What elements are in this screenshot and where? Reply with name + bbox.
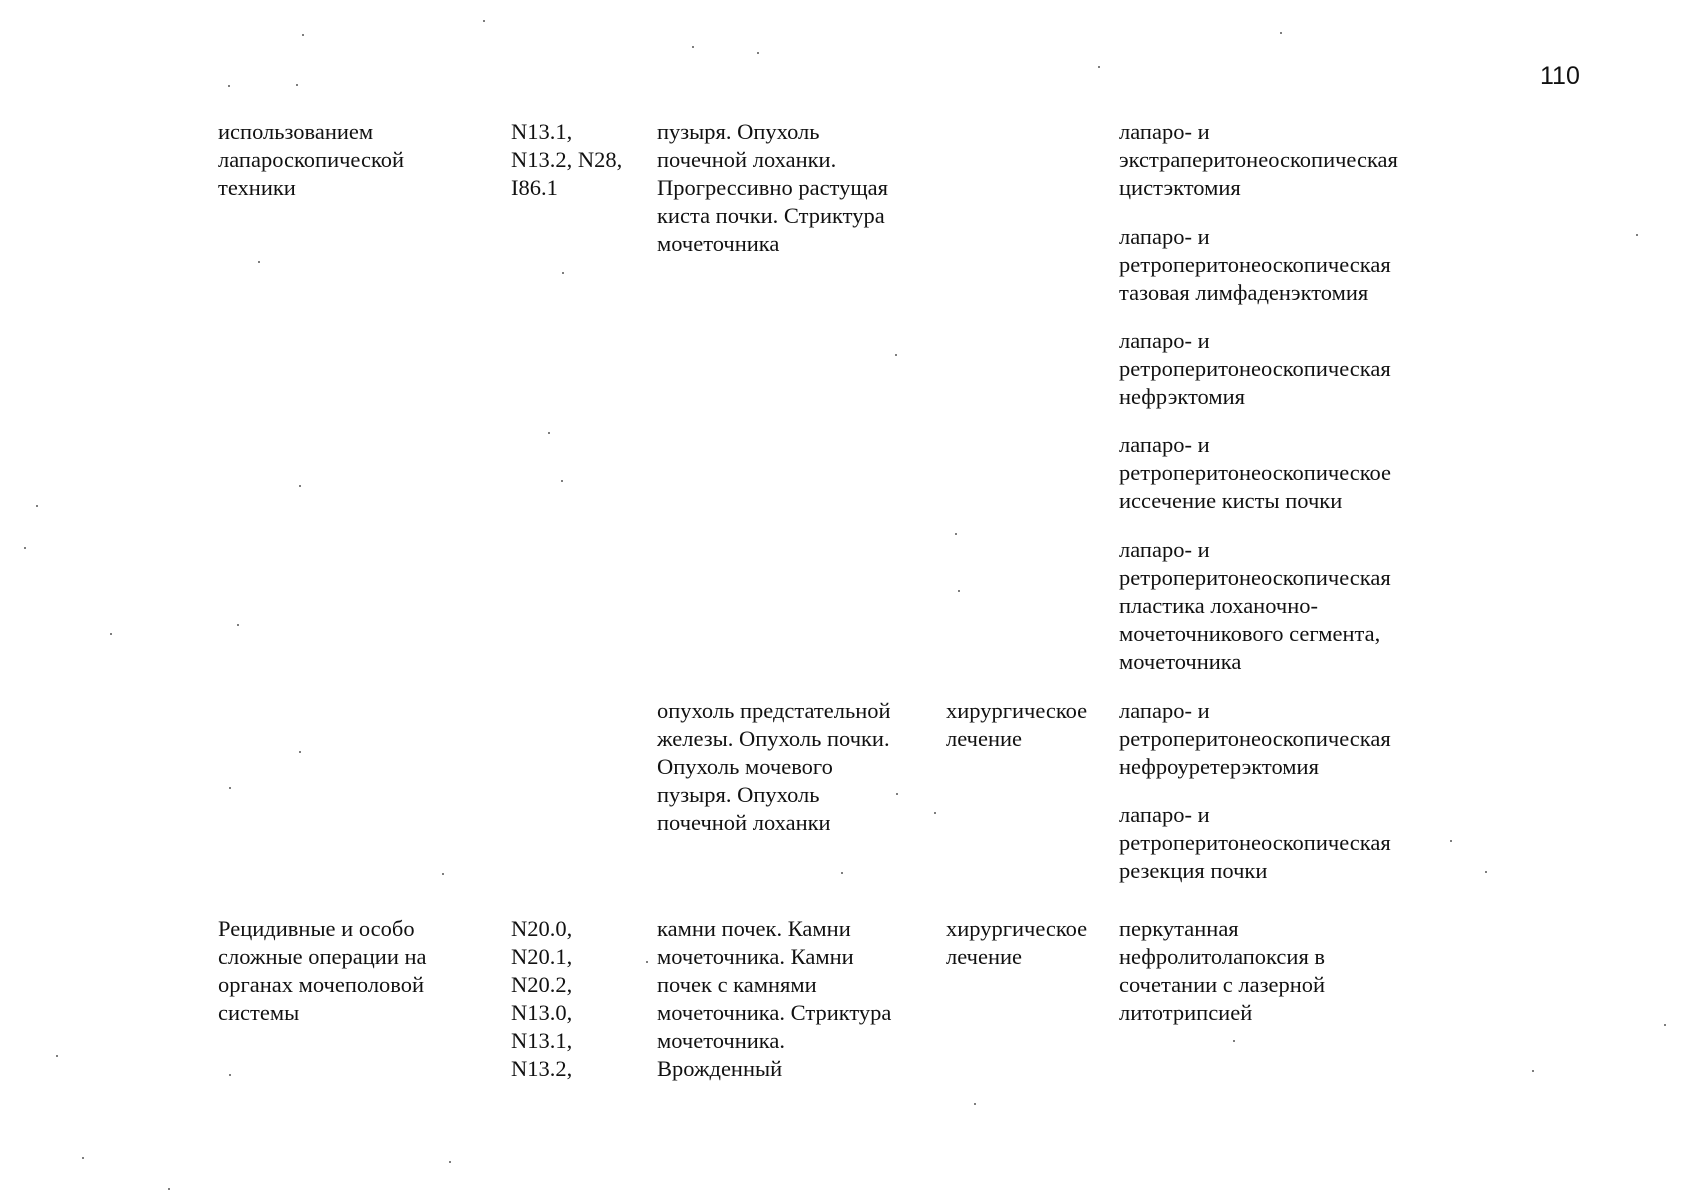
method-cell: лапаро- и ретроперитонеоскопическая пластика лоханочно- мочеточникового сегмента, мочеточника bbox=[1119, 537, 1391, 674]
scan-speck bbox=[841, 872, 843, 874]
scan-speck bbox=[692, 46, 694, 48]
scan-speck bbox=[24, 547, 26, 549]
scan-speck bbox=[110, 633, 112, 635]
scan-speck bbox=[934, 812, 936, 814]
scan-speck bbox=[229, 1074, 231, 1076]
scan-speck bbox=[955, 533, 957, 535]
scan-speck bbox=[1450, 840, 1452, 842]
scan-speck bbox=[757, 52, 759, 54]
method-cell: лапаро- и ретроперитонеоскопическая резекция почки bbox=[1119, 802, 1391, 883]
scan-speck bbox=[896, 793, 898, 795]
scan-speck bbox=[299, 485, 301, 487]
scan-speck bbox=[561, 480, 563, 482]
diagnosis-cell: пузыря. Опухоль почечной лоханки. Прогрессивно растущая киста почки. Стриктура мочеточника bbox=[657, 119, 888, 256]
scan-speck bbox=[562, 272, 564, 274]
scan-speck bbox=[228, 85, 230, 87]
scan-speck bbox=[56, 1055, 58, 1057]
method-cell: лапаро- и ретроперитонеоскопическое иссечение кисты почки bbox=[1119, 432, 1392, 513]
treatment-type-cell: хирургическое лечение bbox=[946, 916, 1088, 969]
method-cell: лапаро- и экстраперитонеоскопическая цистэктомия bbox=[1119, 119, 1398, 200]
scan-speck bbox=[1098, 66, 1100, 68]
scan-speck bbox=[296, 84, 298, 86]
scan-speck bbox=[442, 873, 444, 875]
scan-speck bbox=[483, 20, 485, 22]
scan-speck bbox=[168, 1188, 170, 1190]
scan-speck bbox=[895, 354, 897, 356]
scan-speck bbox=[1636, 234, 1638, 236]
scan-speck bbox=[1280, 32, 1282, 34]
scan-speck bbox=[1233, 1040, 1235, 1042]
scan-speck bbox=[449, 1161, 451, 1163]
method-cell: лапаро- и ретроперитонеоскопическая тазовая лимфаденэктомия bbox=[1119, 224, 1391, 305]
method-cell: перкутанная нефролитолапоксия в сочетании с лазерной литотрипсией bbox=[1119, 916, 1326, 1025]
scan-speck bbox=[1664, 1024, 1666, 1026]
treatment-type-cell: хирургическое лечение bbox=[946, 698, 1088, 751]
scan-speck bbox=[958, 590, 960, 592]
scan-speck bbox=[646, 961, 648, 963]
scan-speck bbox=[82, 1157, 84, 1159]
service-name-cell: использованием лапароскопической техники bbox=[218, 119, 405, 200]
diagnosis-cell: опухоль предстательной железы. Опухоль почки. Опухоль мочевого пузыря. Опухоль почечной лоханки bbox=[657, 698, 891, 835]
scan-speck bbox=[258, 261, 260, 263]
service-name-cell: Рецидивные и особо сложные операции на органах мочеполовой системы bbox=[218, 916, 427, 1025]
page-number: 110 bbox=[1540, 62, 1580, 90]
scan-speck bbox=[548, 432, 550, 434]
icd-codes-cell: N20.0, N20.1, N20.2, N13.0, N13.1, N13.2, bbox=[511, 916, 573, 1081]
scan-speck bbox=[1485, 871, 1487, 873]
scan-speck bbox=[1532, 1070, 1534, 1072]
scan-speck bbox=[299, 751, 301, 753]
icd-codes-cell: N13.1, N13.2, N28, I86.1 bbox=[511, 119, 623, 200]
scan-speck bbox=[237, 624, 239, 626]
method-cell: лапаро- и ретроперитонеоскопическая нефрэктомия bbox=[1119, 328, 1391, 409]
scan-speck bbox=[302, 34, 304, 36]
scan-speck bbox=[229, 787, 231, 789]
scan-speck bbox=[36, 505, 38, 507]
scan-speck bbox=[974, 1103, 976, 1105]
method-cell: лапаро- и ретроперитонеоскопическая нефроуретерэктомия bbox=[1119, 698, 1391, 779]
diagnosis-cell: камни почек. Камни мочеточника. Камни почек с камнями мочеточника. Стриктура мочеточника. Врожденный bbox=[657, 916, 892, 1081]
